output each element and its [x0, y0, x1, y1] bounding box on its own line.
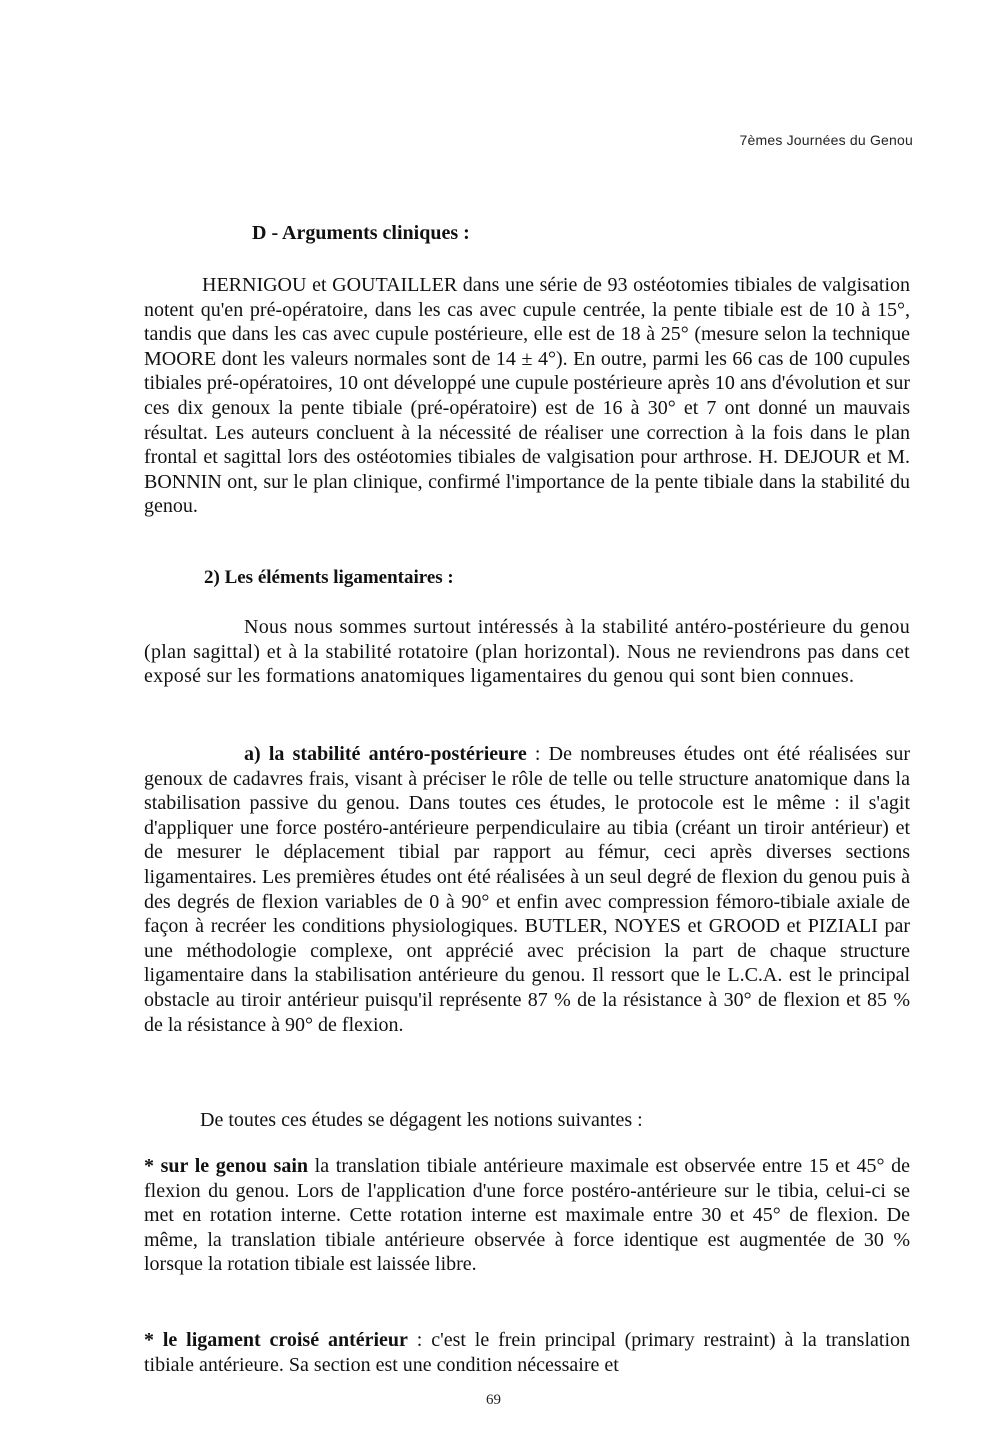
- subsection-a-label: a) la stabilité antéro-postérieure: [244, 743, 527, 765]
- subsection-a-paragraph: [144, 742, 910, 1037]
- notion-label: * le ligament croisé antérieur: [144, 1329, 408, 1351]
- notion-text: : c'est le frein principal (primary restraint) à la translation tibiale antérieure. Sa section est une condition nécessaire et: [144, 1329, 911, 1376]
- notions-intro: De toutes ces études se dégagent les notions suivantes :: [200, 1109, 643, 1131]
- page-number: 69: [486, 1392, 501, 1408]
- section-d-heading: D - Arguments cliniques :: [252, 222, 470, 244]
- section-2-heading: 2) Les éléments ligamentaires :: [204, 567, 454, 588]
- notion-label: * sur le genou sain: [144, 1155, 309, 1177]
- section-d-paragraph: HERNIGOU et GOUTAILLER dans une série de 93 ostéotomies tibiales de valgisation notent qu'en pré-opératoire, dans les cas avec cupule centrée, la pente tibiale est de 10 à 15°, tandis que dans les cas avec cupule postérieure, elle est de 18 à 25° (mesure selon la technique MOORE dont les valeurs normales sont de 14 ± 4°). En outre, parmi les 66 cas de 100 cupules tibiales pré-opératoires, 10 ont développé une cupule postérieure après 10 ans d'évolution et sur ces dix genoux la pente tibiale (pré-opératoire) est de 16 à 30° et 7 ont donné un mauvais résultat. Les auteurs concluent à la nécessité de réaliser une correction à la fois dans le plan frontal et sagittal lors des ostéotomies tibiales de valgisation pour arthrose. H. DEJOUR et M. BONNIN ont, sur le plan clinique, confirmé l'importance de la pente tibiale dans la stabilité du genou.: [144, 274, 910, 518]
- notion-text: la translation tibiale antérieure maximale est observée entre 15 et 45° de flexion du genou. Lors de l'application d'une force postéro-antérieure sur le tibia, celui-ci se met en rotation interne. Cette rotation interne est maximale entre 30 et 45° de flexion. De même, la translation tibiale antérieure observée à force identique est augmentée de 30 % lorsque la rotation tibiale est laissée libre.: [144, 1155, 910, 1276]
- notion-item: [144, 1328, 910, 1377]
- subsection-a-text: : De nombreuses études ont été réalisées sur genoux de cadavres frais, visant à préciser le rôle de telle ou telle structure anatomique dans la stabilisation passive du genou. Dans toutes ces études, le protocole est le même : il s'agit d'appliquer une force postéro-antérieure perpendiculaire au tibia (créant un tiroir antérieur) et de mesurer le déplacement tibial par rapport au fémur, ceci après diverses sections ligamentaires. Les premières études ont été réalisées à un seul degré de flexion du genou puis à des degrés de flexion variables de 0 à 90° et enfin avec compression fémoro-tibiale axiale de façon à recréer les conditions physiologiques. BUTLER, NOYES et GROOD et PIZIALI par une méthodologie complexe, ont apprécié avec précision la part de chaque structure ligamentaire dans la stabilisation antérieure du genou. Il ressort que le L.C.A. est le principal obstacle au tiroir antérieur puisqu'il représente 87 % de la résistance à 30° de flexion et 85 % de la résistance à 90° de flexion.: [144, 743, 910, 1036]
- notion-item: [144, 1154, 910, 1277]
- running-header: 7èmes Journées du Genou: [739, 132, 913, 148]
- section-2-intro-paragraph: Nous nous sommes surtout intéressés à la stabilité antéro-postérieure du genou (plan sagittal) et à la stabilité rotatoire (plan horizontal). Nous ne reviendrons pas dans cet exposé sur les formations anatomiques ligamentaires du genou qui sont bien connues.: [144, 616, 910, 688]
